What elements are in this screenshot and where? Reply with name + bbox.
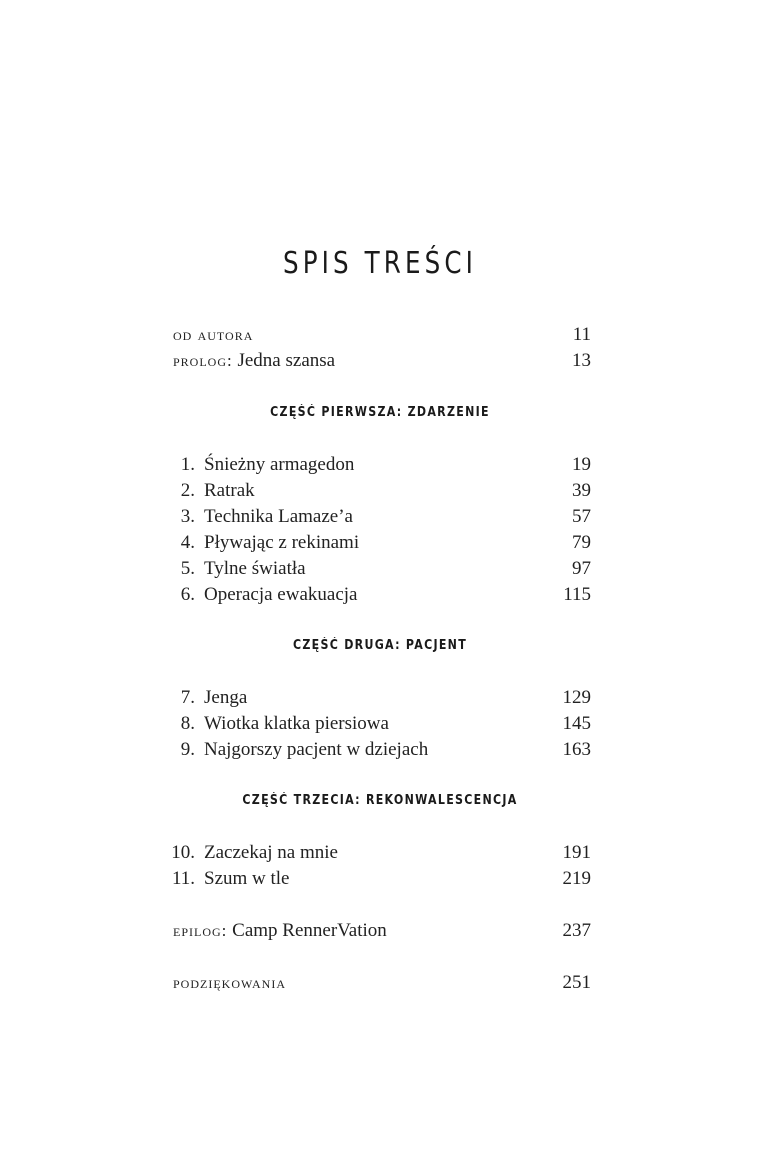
chapter-number: 3. <box>180 506 195 527</box>
chapter-number: 4. <box>180 532 195 553</box>
page-title: SPIS TREŚCI <box>283 246 477 281</box>
chapter-title: Szum w tle <box>204 868 290 889</box>
page-number: 145 <box>562 713 591 734</box>
page-number: 191 <box>562 842 591 863</box>
chapter-number: 11. <box>171 868 195 889</box>
part-heading-2: CZĘŚĆ DRUGA: PACJENT <box>292 638 468 653</box>
entry-title: Camp RennerVation <box>232 920 387 941</box>
toc-chapter-8[interactable] <box>166 711 591 737</box>
part-heading-1: CZĘŚĆ PIERWSZA: ZDARZENIE <box>270 405 490 420</box>
toc-chapter-9[interactable] <box>166 737 591 763</box>
entry-prefix: prolog: <box>173 351 233 370</box>
page-number: 163 <box>562 739 591 760</box>
chapter-title: Pływając z rekinami <box>204 532 360 553</box>
page-number: 97 <box>572 558 591 579</box>
part-heading-3: CZĘŚĆ TRZECIA: REKONWALESCENCJA <box>242 793 518 808</box>
chapter-title: Śnieżny armagedon <box>204 454 355 475</box>
chapter-number: 2. <box>180 480 195 501</box>
entry-prefix: epilog: <box>173 921 228 940</box>
toc-chapter-7[interactable] <box>166 685 591 711</box>
toc-chapter-3[interactable] <box>166 504 591 530</box>
toc-entry-podziekowania[interactable] <box>173 970 591 996</box>
page-number: 39 <box>572 480 591 501</box>
toc-chapter-2[interactable] <box>166 478 591 504</box>
page-number: 129 <box>562 687 591 708</box>
chapter-number: 7. <box>180 687 195 708</box>
chapter-number: 6. <box>180 584 195 605</box>
chapter-number: 8. <box>180 713 195 734</box>
entry-label: podziękowania <box>173 973 286 992</box>
chapter-title: Operacja ewakuacja <box>204 584 358 605</box>
chapter-title: Najgorszy pacjent w dziejach <box>204 739 429 760</box>
chapter-title: Wiotka klatka piersiowa <box>204 713 389 734</box>
page-number: 13 <box>572 350 591 371</box>
page-number: 11 <box>572 324 591 345</box>
toc-entry-od-autora[interactable] <box>173 322 591 348</box>
page-number: 115 <box>563 584 591 605</box>
toc-chapter-6[interactable] <box>166 582 591 608</box>
chapter-title: Technika Lamaze’a <box>204 506 353 527</box>
page-number: 19 <box>572 454 591 475</box>
chapter-number: 9. <box>180 739 195 760</box>
toc-chapter-1[interactable] <box>166 452 591 478</box>
chapter-title: Zaczekaj na mnie <box>204 842 338 863</box>
chapter-number: 10. <box>171 842 195 863</box>
toc-chapter-10[interactable] <box>166 840 591 866</box>
toc-entry-epilog[interactable] <box>173 918 591 944</box>
chapter-number: 5. <box>180 558 195 579</box>
toc-chapter-5[interactable] <box>166 556 591 582</box>
toc-chapter-4[interactable] <box>166 530 591 556</box>
entry-label: od autora <box>173 325 254 344</box>
toc-chapter-11[interactable] <box>166 866 591 892</box>
chapter-title: Jenga <box>204 687 248 708</box>
page-number: 57 <box>572 506 591 527</box>
page-number: 219 <box>562 868 591 889</box>
page-number: 251 <box>562 972 591 993</box>
chapter-title: Tylne światła <box>204 558 306 579</box>
chapter-number: 1. <box>180 454 195 475</box>
entry-title: Jedna szansa <box>237 350 336 371</box>
chapter-title: Ratrak <box>204 480 255 501</box>
page-number: 79 <box>572 532 591 553</box>
toc-entry-prolog[interactable] <box>173 348 591 374</box>
page-number: 237 <box>562 920 591 941</box>
